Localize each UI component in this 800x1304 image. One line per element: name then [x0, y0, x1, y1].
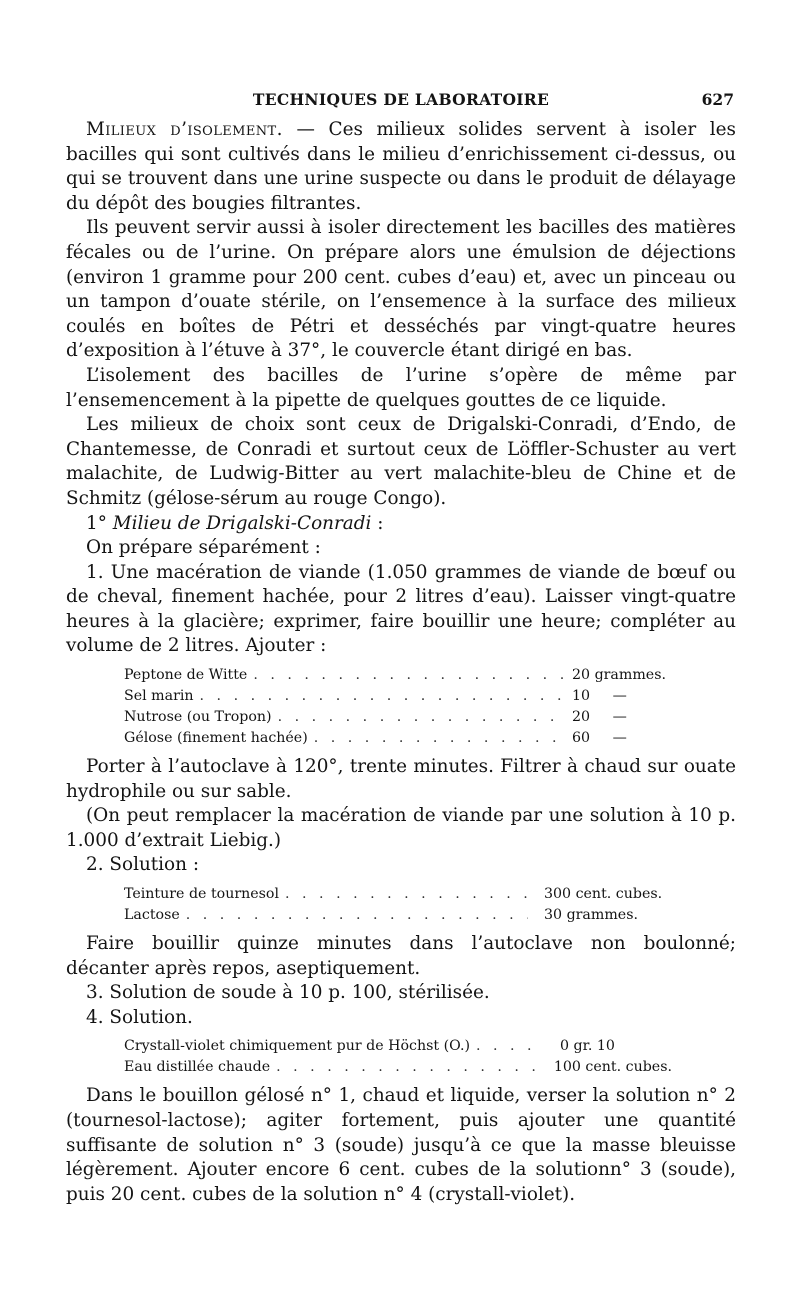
ingredient-quantity: 60 — [572, 730, 627, 747]
running-header [66, 84, 736, 114]
leader-dots [186, 905, 528, 926]
paragraph-prepare: On prépare séparément : [86, 537, 321, 559]
recipe-table-2 [124, 884, 672, 926]
leader-dots [476, 1036, 540, 1057]
paragraph-milieux-choix: Les milieux de choix sont ceux de Drigalski-Conradi, d’Endo, de Chantemesse, de Conradi et surtout ceux de Löffler-Schuster au vert malachite, de Ludwig-Bitter au vert malachite-bleu de Chine et de Schmitz (gélose-sérum au rouge Congo). [66, 414, 736, 509]
running-title: TECHNIQUES DE LABORATOIRE [252, 90, 550, 109]
recipe-table-3 [124, 1036, 672, 1078]
paragraph-isolement-direct: Ils peuvent servir aussi à isoler directement les bacilles des matières fécales ou de l’urine. On prépare alors une émulsion de déjections (environ 1 gramme pour 200 cent. cubes d’eau) et, avec un pinceau ou un tampon d’ouate stérile, on l’ensemence à la surface des milieux coulés en boîtes de Pétri et desséchés par vingt-quatre heures d’exposition à l’étuve à 37°, le couvercle étant dirigé en bas. [66, 217, 736, 362]
ingredient-quantity: 0 gr. 10 [560, 1038, 615, 1055]
ingredient-name: Crystall-violet chimiquement pur de Höchst (O.) [124, 1038, 470, 1055]
ingredient-quantity: 10 — [572, 688, 627, 705]
leader-dots [253, 665, 566, 686]
paragraph-isolement-urine: L’isolement des bacilles de l’urine s’opère de même par l’ensemencement à la pipette de quelques gouttes de ce liquide. [66, 364, 736, 411]
leader-dots [314, 728, 566, 749]
section-lead: Milieux d’isolement. [86, 119, 283, 140]
ingredient-quantity: 20 grammes. [572, 667, 666, 684]
recipe-row [124, 884, 672, 905]
ingredient-name: Teinture de tournesol [124, 886, 280, 903]
ingredient-name: Peptone de Witte [124, 667, 248, 684]
paragraph-solution-3: 3. Solution de soude à 10 p. 100, stérilisée. [86, 982, 490, 1004]
subsection-heading [66, 512, 736, 537]
recipe-row [124, 686, 684, 707]
subsection-tail: : [371, 512, 384, 534]
paragraph-solution-2: 2. Solution : [86, 854, 200, 876]
recipe-row [124, 728, 684, 749]
leader-dots [285, 884, 538, 905]
recipe-row [124, 1057, 672, 1078]
section-lead-body: — Ces milieux solides servent à isoler les bacilles qui sont cultivés dans le milieu d’enrichissement ci-dessus, ou qui se trouvent dans une urine suspecte ou dans le produit de délayage du dépôt des bougies filtrantes. [66, 119, 736, 214]
ingredient-name: Lactose [124, 907, 180, 924]
subsection-number: 1° [86, 512, 113, 534]
ingredient-name: Nutrose (ou Tropon) [124, 709, 272, 726]
paragraph-melange: Dans le bouillon gélosé n° 1, chaud et liquide, verser la solution n° 2 (tournesol-lactose); agiter fortement, puis ajouter une quantité suffisante de solution n° 3 (soude) jusqu’à ce que la masse bleuisse légèrement. Ajouter encore 6 cent. cubes de la solutionn° 3 (soude), puis 20 cent. cubes de la solution n° 4 (crystall-violet). [66, 1085, 736, 1205]
recipe-row [124, 665, 684, 686]
paragraph-liebig: (On peut remplacer la macération de viande par une solution à 10 p. 1.000 d’extrait Liebig.) [66, 805, 736, 851]
ingredient-name: Sel marin [124, 688, 194, 705]
paragraph-milieux-isolement [66, 118, 736, 216]
recipe-row [124, 1036, 672, 1057]
recipe-row [124, 905, 672, 926]
ingredient-name: Eau distillée chaude [124, 1059, 271, 1076]
paragraph-bouillir: Faire bouillir quinze minutes dans l’autoclave non boulonné; décanter après repos, aseptiquement. [66, 933, 736, 979]
ingredient-quantity: 30 grammes. [544, 907, 638, 924]
recipe-table-1 [124, 665, 684, 749]
subsection-title: Milieu de Drigalski-Conradi [112, 512, 372, 534]
paragraph-autoclave: Porter à l’autoclave à 120°, trente minutes. Filtrer à chaud sur ouate hydrophile ou sur sable. [66, 756, 736, 802]
page-number: 627 [701, 90, 734, 109]
document-page [66, 84, 736, 1207]
leader-dots [200, 686, 566, 707]
ingredient-quantity: 20 — [572, 709, 627, 726]
leader-dots [276, 1057, 548, 1078]
paragraph-solution-4: 4. Solution. [86, 1006, 193, 1028]
leader-dots [278, 707, 566, 728]
paragraph-maceration: 1. Une macération de viande (1.050 grammes de viande de bœuf ou de cheval, finement hachée, pour 2 litres d’eau). Laisser vingt-quatre heures à la glacière; exprimer, faire bouillir une heure; compléter au volume de 2 litres. Ajouter : [66, 561, 736, 657]
ingredient-name: Gélose (finement hachée) [124, 730, 308, 747]
ingredient-quantity: 100 cent. cubes. [553, 1059, 672, 1076]
ingredient-quantity: 300 cent. cubes. [544, 886, 663, 903]
recipe-row [124, 707, 684, 728]
